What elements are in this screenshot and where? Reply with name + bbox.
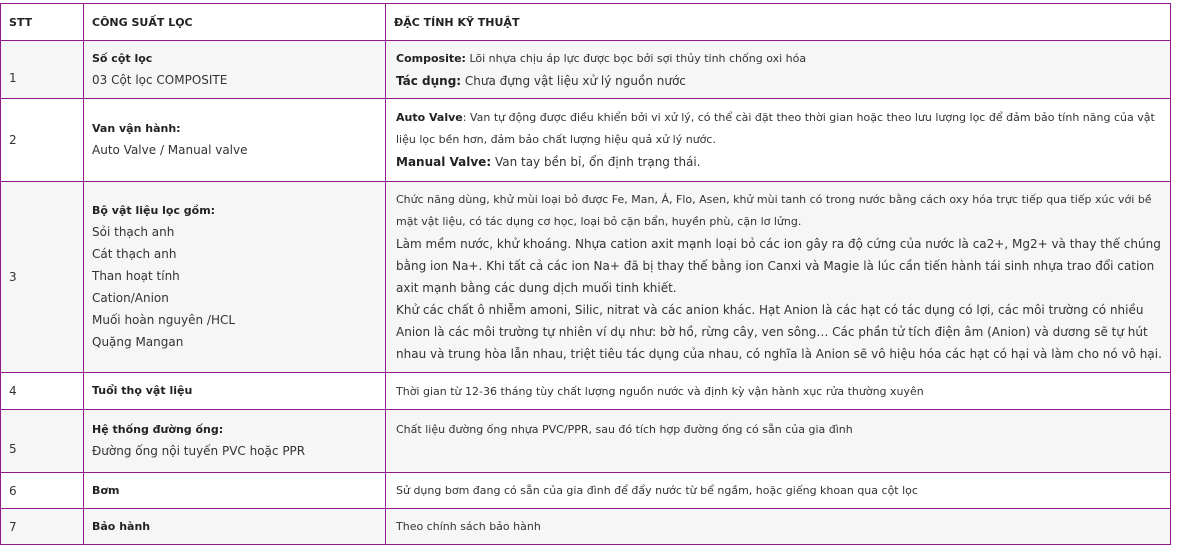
spec-paragraph: Khử các chất ô nhiễm amoni, Silic, nitrat và các anion khác. Hạt Anion là các hạt có tác dụng có lợi, các môi trường có nhiều Anion là các môi trường tự nhiên ví dụ như: bờ hồ, rừng cây, ven sông… Các phần tử tích điện âm (Anion) và dương sẽ tự hút nhau và trung hòa lẫn nhau, triệt tiêu tác dụng của nhau, có nghĩa là Anion sẽ vô hiệu hóa các hạt có hại và làm cho nó vô hại. xyxy=(396,303,1162,361)
row-spec-cell xyxy=(386,410,1171,473)
row-line: Cation/Anion xyxy=(92,291,169,305)
row-spec-cell xyxy=(386,41,1171,99)
spec-paragraph: Làm mềm nước, khử khoáng. Nhựa cation axit mạnh loại bỏ các ion gây ra độ cứng của nước là ca2+, Mg2+ và thay thế chúng bằng ion Na+. Khi tất cả các ion Na+ đã bị thay thế bằng ion Canxi và Magie là lúc cần tiến hành tái sinh nhựa trao đổi cation axit mạnh bằng các dung dịch muối tinh khiết. xyxy=(396,237,1161,295)
spec-paragraph: Thời gian từ 12-36 tháng tùy chất lượng nguồn nước và định kỳ vận hành xục rửa thường xuyên xyxy=(396,384,924,398)
row-number: 4 xyxy=(1,373,84,410)
header-cong-suat: CÔNG SUẤT LỌC xyxy=(84,4,386,41)
spec-paragraph: Manual Valve: Van tay bền bỉ, ổn định trạng thái. xyxy=(396,155,701,169)
table-row xyxy=(1,373,1171,410)
row-capacity-cell xyxy=(84,99,386,182)
row-title: Bảo hành xyxy=(92,519,151,533)
spec-table xyxy=(0,3,1171,545)
row-title: Bộ vật liệu lọc gồm: xyxy=(92,204,216,217)
row-capacity-cell xyxy=(84,373,386,410)
row-line: 03 Cột lọc COMPOSITE xyxy=(92,72,228,87)
row-title: Hệ thống đường ống: xyxy=(92,423,224,436)
row-number: 1 xyxy=(1,41,84,99)
row-capacity-cell xyxy=(84,410,386,473)
row-capacity-cell xyxy=(84,182,386,373)
table-row xyxy=(1,41,1171,99)
row-number: 3 xyxy=(1,182,84,373)
row-line: Than hoạt tính xyxy=(92,269,180,283)
spec-paragraph: Chất liệu đường ống nhựa PVC/PPR, sau đó tích hợp đường ống có sẵn của gia đình xyxy=(396,423,853,436)
row-number: 2 xyxy=(1,99,84,182)
row-line: Cát thạch anh xyxy=(92,247,177,261)
row-line: Muối hoàn nguyên /HCL xyxy=(92,313,236,327)
spec-paragraph: Theo chính sách bảo hành xyxy=(396,520,541,533)
row-spec-cell xyxy=(386,182,1171,373)
spec-paragraph: Composite: Lõi nhựa chịu áp lực được bọc bởi sợi thủy tinh chống oxi hóa xyxy=(396,51,807,65)
row-number: 5 xyxy=(1,410,84,473)
row-capacity-cell xyxy=(84,41,386,99)
table-row xyxy=(1,473,1171,509)
row-line: Đường ống nội tuyến PVC hoặc PPR xyxy=(92,444,306,458)
header-dac-tinh: ĐẶC TÍNH KỸ THUẬT xyxy=(386,4,1171,41)
row-spec-cell xyxy=(386,473,1171,509)
table-row xyxy=(1,509,1171,545)
row-title: Van vận hành: xyxy=(92,122,181,135)
row-capacity-cell xyxy=(84,473,386,509)
table-row xyxy=(1,410,1171,473)
row-title: Số cột lọc xyxy=(92,51,153,65)
spec-paragraph: Auto Valve: Van tự động được điều khiển bởi vi xử lý, có thể cài đặt theo thời gian hoặc theo lưu lượng lọc để đảm bảo tính năng của vật liệu lọc bền hơn, đảm bảo chất lượng hiệu quả xử lý nước. xyxy=(396,111,1155,146)
spec-paragraph: Tác dụng: Chưa đựng vật liệu xử lý nguồn nước xyxy=(396,73,686,88)
row-title: Bơm xyxy=(92,483,120,497)
header-stt: STT xyxy=(1,4,84,41)
table-header-row xyxy=(1,4,1171,41)
row-number: 6 xyxy=(1,473,84,509)
table-row xyxy=(1,182,1171,373)
row-line: Auto Valve / Manual valve xyxy=(92,143,248,157)
table-row xyxy=(1,99,1171,182)
row-line: Sỏi thạch anh xyxy=(92,225,175,239)
row-capacity-cell xyxy=(84,509,386,545)
spec-paragraph: Sử dụng bơm đang có sẵn của gia đình để đẩy nước từ bể ngầm, hoặc giếng khoan qua cột lọc xyxy=(396,484,918,497)
row-title: Tuổi thọ vật liệu xyxy=(92,384,193,397)
row-line: Quặng Mangan xyxy=(92,335,184,349)
row-spec-cell xyxy=(386,509,1171,545)
row-spec-cell xyxy=(386,99,1171,182)
spec-paragraph: Chức năng dùng, khử mùi loại bỏ được Fe, Man, Á, Flo, Asen, khử mùi tanh có trong nước bằng cách oxy hóa trực tiếp qua tiếp xúc với bề mặt vật liệu, có tác dụng cơ học, loại bỏ cặn bẩn, huyền phù, cặn lơ lửng. xyxy=(396,193,1152,228)
row-number: 7 xyxy=(1,509,84,545)
row-spec-cell xyxy=(386,373,1171,410)
